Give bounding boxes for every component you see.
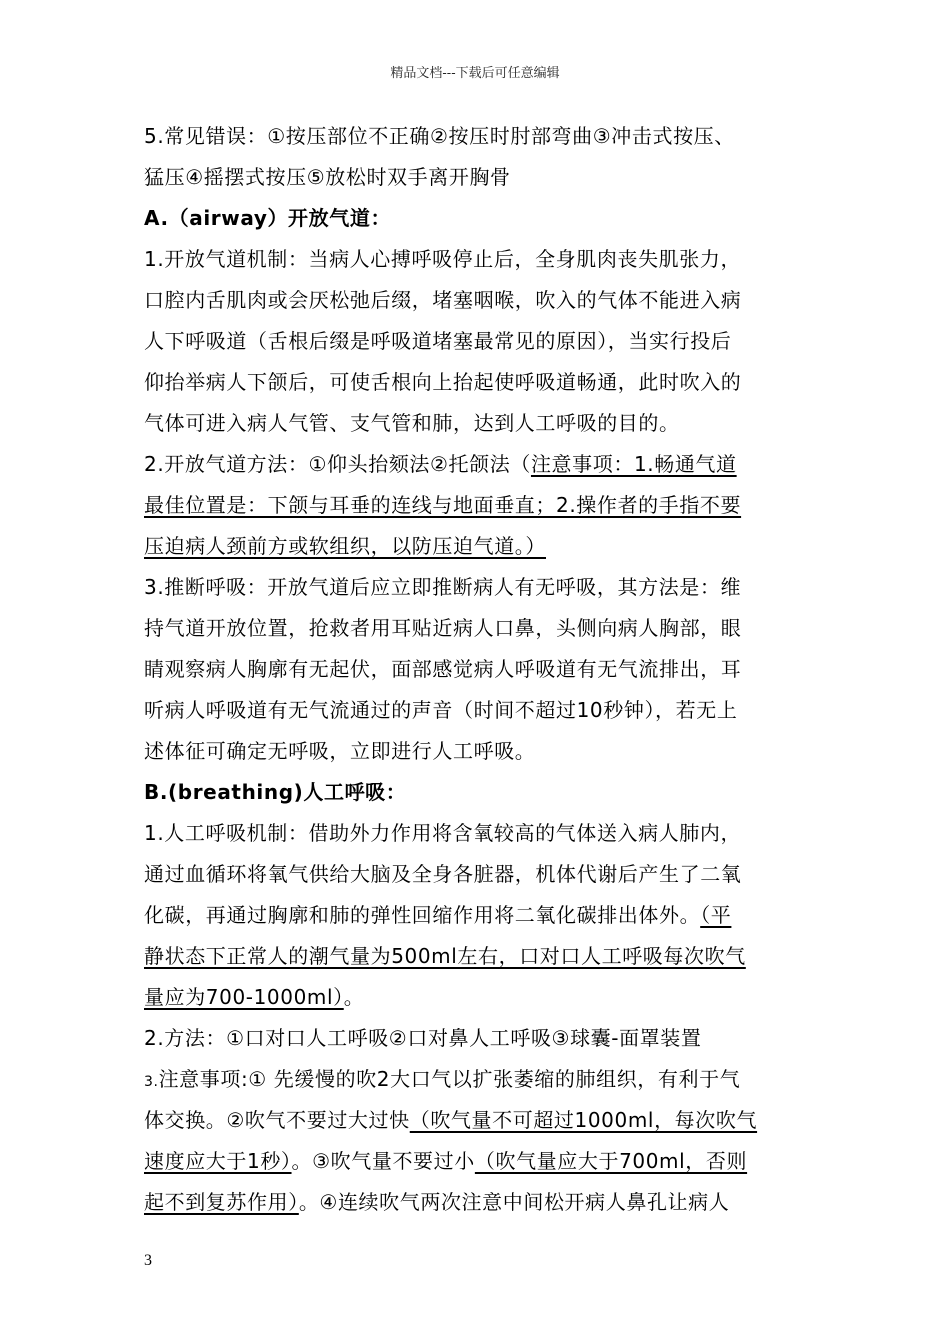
- text-line: 气体可进入病人气管、支气管和肺，达到人工呼吸的目的。: [144, 411, 680, 435]
- text-line: 3.推断呼吸：开放气道后应立即推断病人有无呼吸，其方法是：维: [144, 575, 742, 599]
- text-segment: 。③吹气量不要过小: [291, 1149, 475, 1173]
- underlined-note: （吹气量不可超过1000ml，每次吹气: [409, 1108, 758, 1132]
- text-line: 通过血循环将氧气供给大脑及全身各脏器，机体代谢后产生了二氧: [144, 862, 742, 886]
- text-segment: 化碳，再通过胸廓和肺的弹性回缩作用将二氧化碳排出体外。: [144, 903, 701, 927]
- document-body: [144, 116, 808, 1223]
- page-number: 3: [144, 1252, 152, 1269]
- text-line: [144, 1100, 808, 1141]
- text-line: [144, 1182, 808, 1223]
- text-line: [144, 1141, 808, 1182]
- underlined-note: （平: [700, 903, 732, 927]
- underlined-note: 速度应大于1秒）: [144, 1149, 292, 1173]
- text-segment: 体交换。②吹气不要过大过快: [144, 1108, 410, 1132]
- text-line: 仰抬举病人下颌后，可使舌根向上抬起使呼吸道畅通，此时吹入的: [144, 370, 742, 394]
- text-segment: 3.: [144, 1074, 159, 1090]
- page-header: 精品文档---下载后可任意编辑: [390, 66, 560, 81]
- text-line: 1.开放气道机制：当病人心搏呼吸停止后，全身肌肉丧失肌张力，: [144, 247, 742, 271]
- text-line: 持气道开放位置，抢救者用耳贴近病人口鼻，头侧向病人胸部，眼: [144, 616, 742, 640]
- underlined-note: 压迫病人颈前方或软组织，以防压迫气道。）: [144, 534, 546, 558]
- text-line: 2.方法：①口对口人工呼吸②口对鼻人工呼吸③球囊-面罩装置: [144, 1026, 702, 1050]
- text-line: 1.人工呼吸机制：借助外力作用将含氧较高的气体送入病人肺内，: [144, 821, 742, 845]
- underlined-note: 量应为700-1000ml）: [144, 985, 344, 1009]
- text-line: [144, 1059, 808, 1100]
- text-line: 述体征可确定无呼吸，立即进行人工呼吸。: [144, 739, 536, 763]
- text-segment: 。④连续吹气两次注意中间松开病人鼻孔让病人: [298, 1190, 730, 1214]
- section-heading-airway: A.（airway）开放气道：: [144, 206, 392, 230]
- underlined-note: 注意事项：1.畅通气道: [530, 452, 737, 476]
- text-line: [144, 444, 808, 485]
- text-line: [144, 895, 808, 936]
- text-line: 人下呼吸道（舌根后缀是呼吸道堵塞最常见的原因），当实行投后: [144, 329, 732, 353]
- underlined-note: 静状态下正常人的潮气量为500ml左右，口对口人工呼吸每次吹气: [144, 944, 746, 968]
- underlined-note: 最佳位置是：下颌与耳垂的连线与地面垂直；2.操作者的手指不要: [144, 493, 742, 517]
- text-segment: 注意事项:① 先缓慢的吹2大口气以扩张萎缩的肺组织，有利于气: [158, 1067, 741, 1091]
- underlined-note: （吹气量应大于700ml，否则: [474, 1149, 748, 1173]
- text-line: 口腔内舌肌肉或会厌松弛后缀，堵塞咽喉，吹入的气体不能进入病: [144, 288, 742, 312]
- underlined-note: 起不到复苏作用）: [144, 1190, 299, 1214]
- section-heading-breathing: B.(breathing)人工呼吸：: [144, 780, 407, 804]
- text-segment: 2.开放气道方法：①仰头抬颏法②托颌法（: [144, 452, 531, 476]
- text-line: 5.常见错误：①按压部位不正确②按压时肘部弯曲③冲击式按压、: [144, 124, 735, 148]
- text-line: 猛压④摇摆式按压⑤放松时双手离开胸骨: [144, 165, 511, 189]
- text-line: 听病人呼吸道有无气流通过的声音（时间不超过10秒钟），若无上: [144, 698, 738, 722]
- text-segment: 。: [343, 985, 365, 1009]
- text-line: 睛观察病人胸廓有无起伏，面部感觉病人呼吸道有无气流排出，耳: [144, 657, 742, 681]
- text-line: [144, 977, 808, 1018]
